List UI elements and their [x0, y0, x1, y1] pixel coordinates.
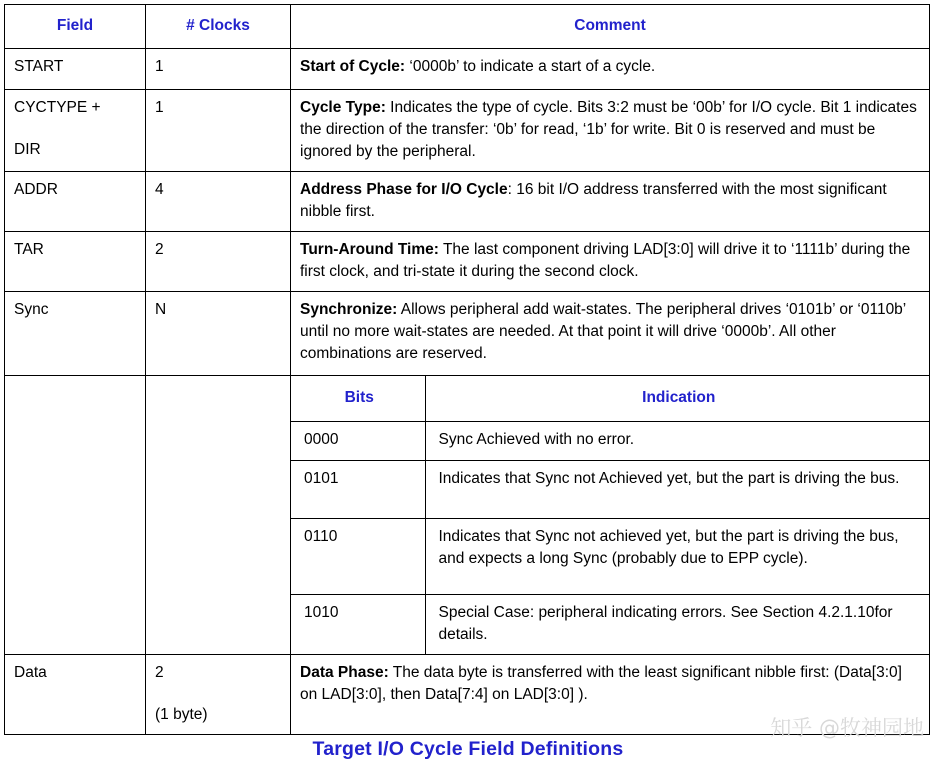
comment-lead-tar: Turn-Around Time: [300, 241, 439, 258]
bits-indication-0110: Indicates that Sync not achieved yet, but the part is driving the bus, and expects a long Sync (probably due to EPP cycle). [425, 519, 929, 595]
table-row-start [5, 49, 930, 90]
table-row-sync [5, 292, 930, 376]
bits-table-row [291, 461, 929, 519]
comment-data [291, 655, 930, 735]
table-row-addr [5, 172, 930, 232]
clocks-count-addr: 4 [146, 172, 291, 232]
field-name-data: Data [5, 655, 146, 735]
clocks-count-start: 1 [146, 49, 291, 90]
comment-body-tar: The last component driving LAD[3:0] will drive it to ‘1111b’ during the first clock, and tri-state it during the second clock. [300, 241, 911, 280]
column-header-clocks: # Clocks [146, 5, 291, 49]
bits-value-0000: 0000 [291, 422, 425, 461]
field-name-addr: ADDR [5, 172, 146, 232]
comment-start [291, 49, 930, 90]
clocks-count-cyctype: 1 [146, 90, 291, 172]
comment-cyctype [291, 90, 930, 172]
indication-column-header: Indication [425, 376, 929, 422]
field-name-cyctype [5, 90, 146, 172]
comment-body-start: ‘0000b’ to indicate a start of a cycle. [405, 58, 656, 75]
comment-body-addr: : 16 bit I/O address transferred with the most significant nibble first. [300, 181, 887, 220]
bits-table-row [291, 422, 929, 461]
table-row-tar [5, 232, 930, 292]
field-name-sync: Sync [5, 292, 146, 376]
comment-sync [291, 292, 930, 376]
comment-lead-start: Start of Cycle: [300, 58, 406, 75]
comment-body-data: The data byte is transferred with the least significant nibble first: (Data[3:0] on LAD[3:0], then Data[7:4] on LAD[3:0] ). [300, 664, 902, 703]
comment-body-sync: Allows peripheral add wait-states. The peripheral drives ‘0101b’ or ‘0110b’ until no more wait-states are needed. At that point it will drive ‘0000b’. All other combinations are reserved. [300, 301, 906, 362]
table-header-row [5, 5, 930, 49]
bits-indication-0101: Indicates that Sync not Achieved yet, but the part is driving the bus. [425, 461, 929, 519]
bits-table-row [291, 519, 929, 595]
bits-value-0110: 0110 [291, 519, 425, 595]
figure-caption: Target I/O Cycle Field Definitions [312, 738, 624, 760]
clocks-count-sync: N [146, 292, 291, 376]
sync-bits-detail-container [291, 376, 930, 655]
empty-clocks-cell [146, 376, 291, 655]
table-row-sync-bits-detail [5, 376, 930, 655]
field-name-tar: TAR [5, 232, 146, 292]
zhihu-watermark: 知乎 @牧神园地 [770, 716, 924, 740]
comment-body-cyctype: Indicates the type of cycle. Bits 3:2 must be ‘00b’ for I/O cycle. Bit 1 indicates the direction of the transfer: ‘0b’ for read, ‘1b’ for write. Bit 0 is reserved and must be ignored by the peripheral. [300, 99, 917, 160]
column-header-comment: Comment [291, 5, 930, 49]
sync-bits-table [291, 376, 929, 654]
bits-table-row [291, 595, 929, 655]
comment-tar [291, 232, 930, 292]
comment-lead-sync: Synchronize: [300, 301, 398, 318]
clocks-count-data [146, 655, 291, 735]
field-name-cyctype-line1: CYCTYPE + [14, 99, 101, 116]
clocks-count-data-line2: (1 byte) [155, 706, 208, 723]
table-row-cyctype-dir [5, 90, 930, 172]
bits-indication-1010: Special Case: peripheral indicating errors. See Section 4.2.1.10for details. [425, 595, 929, 655]
column-header-field: Field [5, 5, 146, 49]
comment-lead-cyctype: Cycle Type: [300, 99, 386, 116]
bits-value-1010: 1010 [291, 595, 425, 655]
target-io-cycle-field-definitions-table [4, 4, 930, 735]
comment-lead-data: Data Phase: [300, 664, 389, 681]
comment-lead-addr: Address Phase for I/O Cycle [300, 181, 508, 198]
clocks-count-tar: 2 [146, 232, 291, 292]
field-name-cyctype-line2: DIR [14, 141, 41, 158]
field-name-start: START [5, 49, 146, 90]
bits-indication-0000: Sync Achieved with no error. [425, 422, 929, 461]
comment-addr [291, 172, 930, 232]
clocks-count-data-line1: 2 [155, 664, 164, 681]
bits-column-header: Bits [291, 376, 425, 422]
bits-value-0101: 0101 [291, 461, 425, 519]
empty-field-cell [5, 376, 146, 655]
table-row-data [5, 655, 930, 735]
bits-table-header-row [291, 376, 929, 422]
